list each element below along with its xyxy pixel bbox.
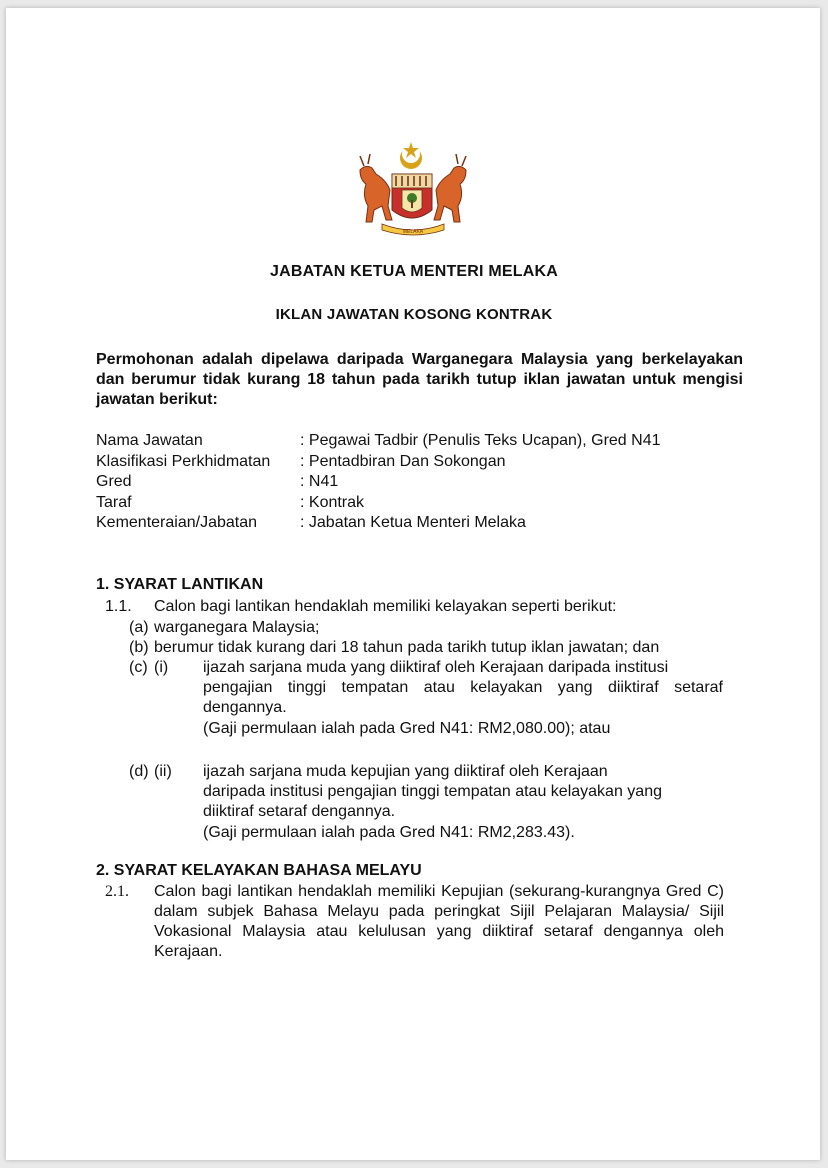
sub-a-label: (a) bbox=[129, 619, 149, 636]
sub-c-line3: dengannya. bbox=[203, 699, 287, 716]
detail-value: : N41 bbox=[300, 473, 339, 490]
sub-d-label: (d) bbox=[129, 763, 149, 780]
sub-d-line1: ijazah sarjana muda kepujian yang diiktiraf oleh Kerajaan bbox=[203, 763, 608, 780]
sub-c-label: (c) bbox=[129, 659, 148, 676]
detail-label: Nama Jawatan bbox=[96, 432, 203, 449]
notice-title: IKLAN JAWATAN KOSONG KONTRAK bbox=[275, 306, 553, 323]
department-title: JABATAN KETUA MENTERI MELAKA bbox=[270, 263, 558, 280]
section1-title: 1. SYARAT LANTIKAN bbox=[96, 576, 264, 593]
detail-label: Kementeraian/Jabatan bbox=[96, 514, 257, 531]
sub-d-roman: (ii) bbox=[154, 763, 172, 780]
sub-b-text: berumur tidak kurang dari 18 tahun pada tarikh tutup iklan jawatan; dan bbox=[154, 639, 660, 656]
melaka-crest-logo bbox=[352, 140, 474, 240]
section1-item-text: Calon bagi lantikan hendaklah memiliki kelayakan seperti berikut: bbox=[154, 598, 617, 615]
sub-d-line2: daripada institusi pengajian tinggi tempatan atau kelayakan yang bbox=[203, 783, 662, 800]
detail-value: : Jabatan Ketua Menteri Melaka bbox=[300, 514, 526, 531]
detail-label: Klasifikasi Perkhidmatan bbox=[96, 453, 271, 470]
sub-d-line3: diiktiraf setaraf dengannya. bbox=[203, 803, 396, 820]
detail-value: : Kontrak bbox=[300, 494, 365, 511]
sub-d-salary: (Gaji permulaan ialah pada Gred N41: RM2,283.43). bbox=[203, 824, 575, 841]
sub-c-line2: pengajian tinggi tempatan atau kelayakan yang diiktiraf setaraf bbox=[203, 679, 723, 696]
sub-a-text: warganegara Malaysia; bbox=[154, 619, 320, 636]
detail-label: Taraf bbox=[96, 494, 132, 511]
detail-value: : Pentadbiran Dan Sokongan bbox=[300, 453, 506, 470]
crest-ribbon-text: MELAKA bbox=[402, 229, 424, 235]
section2-title: 2. SYARAT KELAYAKAN BAHASA MELAYU bbox=[96, 862, 422, 879]
detail-label: Gred bbox=[96, 473, 132, 490]
section2-item-text: Calon bagi lantikan hendaklah memiliki Kepujian (sekurang-kurangnya Gred C) dalam subjek Bahasa Melayu pada peringkat Sijil Pelajaran Malaysia/ Sijil Vokasional Malaysia atau kelulusan yang diiktiraf setaraf dengannya oleh Kerajaan. bbox=[154, 883, 724, 960]
section1-item-number: 1.1. bbox=[105, 598, 132, 615]
sub-c-line1: ijazah sarjana muda yang diiktiraf oleh Kerajaan daripada institusi bbox=[203, 659, 669, 676]
sub-c-roman: (i) bbox=[154, 659, 169, 676]
sub-b-label: (b) bbox=[129, 639, 149, 656]
detail-value: : Pegawai Tadbir (Penulis Teks Ucapan), Gred N41 bbox=[300, 432, 661, 449]
sub-c-salary: (Gaji permulaan ialah pada Gred N41: RM2,080.00); atau bbox=[203, 720, 611, 737]
intro-paragraph: Permohonan adalah dipelawa daripada Warganegara Malaysia yang berkelayakan dan berumur tidak kurang 18 tahun pada tarikh tutup iklan jawatan untuk mengisi jawatan berikut: bbox=[96, 351, 743, 408]
section2-item-number: 2.1. bbox=[105, 883, 129, 900]
